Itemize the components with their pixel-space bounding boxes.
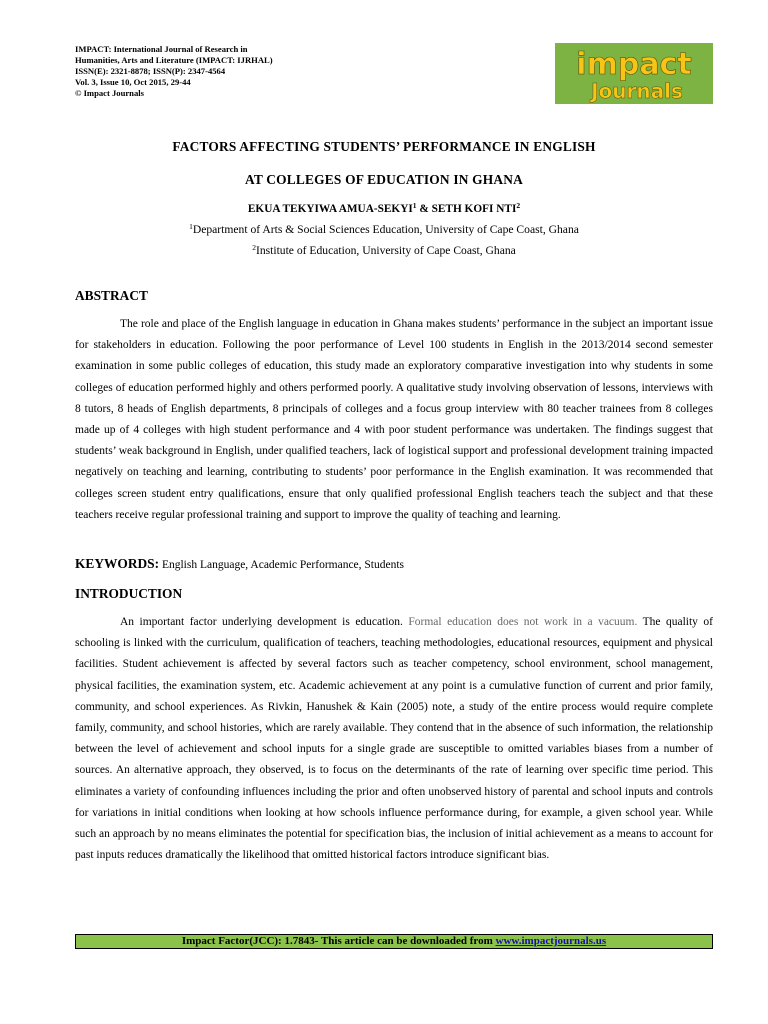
affiliation-2 — [0, 244, 768, 257]
logo-word-journals: Journals — [591, 79, 683, 103]
introduction-body — [75, 612, 713, 866]
footer-impact-factor-bar — [75, 934, 713, 949]
author-2-sup: 2 — [516, 201, 521, 210]
intro-text-rest: The quality of schooling is linked with the curriculum, qualification of teachers, teaching methodologies, educational resources, equipment and physical facilities. Student achievement is affected by several factors such as teacher competency, school environment, school management, physical facilities, the examination system, etc. Academic achievement at any point is a cumulative function of current and prior family, community, and school experiences. As Rivkin, Hanushek & Kain (2005) note, a study of the entire process would require complete family, community, and school histories, which are rarely available. They contend that in the absence of such information, the relationship between the level of achievement and school inputs for a single grade are susceptible to omitted variables biases from a number of sources. An alternative approach, they observed, is to focus on the determinants of the rate of learning over specific time period. This eliminates a variety of confounding influences including the prior and often unobserved history of parental and school inputs and controls for variations in initial conditions when looking at how schools influence performance during, for example, a given school year. While such an approach by no means eliminates the potential for specification bias, the inclusion of initial achievement as a means to account for past inputs reduces dramatically the likelihood that omitted historical factors introduce significant bias. — [75, 616, 713, 862]
paper-title-line2: AT COLLEGES OF EDUCATION IN GHANA — [244, 172, 524, 187]
journal-name-line1: IMPACT: International Journal of Research in — [75, 44, 248, 54]
affiliation-2-sup: 2 — [252, 243, 256, 252]
paper-title-line1: FACTORS AFFECTING STUDENTS’ PERFORMANCE IN ENGLISH — [172, 139, 596, 154]
author-2: & SETH KOFI NTI — [416, 203, 517, 215]
intro-text-start: An important factor underlying development is education. — [120, 616, 409, 628]
footer-website-link[interactable]: www.impactjournals.us — [495, 935, 607, 947]
author-1: EKUA TEKYIWA AMUA-SEKYI — [247, 203, 413, 215]
author-1-sup: 1 — [412, 201, 417, 210]
journal-issn: ISSN(E): 2321-8878; ISSN(P): 2347-4564 — [75, 66, 226, 76]
footer-text: Impact Factor(JCC): 1.7843- This article can be downloaded from — [181, 935, 496, 947]
journal-info — [75, 44, 375, 99]
keywords-text: English Language, Academic Performance, Students — [159, 559, 405, 571]
intro-text-gray: Formal education does not work in a vacuum. — [408, 616, 638, 628]
affiliation-1-sup: 1 — [189, 222, 193, 231]
abstract-body — [75, 314, 713, 526]
journal-copyright: © Impact Journals — [75, 88, 144, 98]
introduction-heading: INTRODUCTION — [75, 586, 183, 601]
authors — [0, 203, 768, 215]
logo-word-impact: impact — [576, 47, 692, 82]
impact-journals-logo — [555, 43, 713, 104]
abstract-text: The role and place of the English language in education in Ghana makes students’ performance in the subject an important issue for stakeholders in education. Following the poor performance of Level 100 students in English in the 2013/2014 second semester examination in some public colleges of education, this study made an exploratory comparative investigation into why students in some colleges of education performed highly and others performed poorly. A qualitative study involving observation of lessons, interviews with 8 tutors, 8 heads of English departments, 8 principals of colleges and a focus group interview with 80 teacher trainees from 8 colleges made up of 4 colleges with high student performance and 4 with poor student performance was undertaken. The findings suggest that students’ weak background in English, under qualified teachers, lack of logistical support and professional development training impacted negatively on teaching and learning, contributing to students’ poor performance in the English examination. It was recommended that colleges screen student entry qualifications, ensure that only qualified professional English teachers teach the subject and that these teachers receive regular professional training and support to improve the quality of teaching and learning. — [75, 318, 713, 521]
keywords-label: KEYWORDS: — [75, 556, 160, 571]
keywords — [75, 556, 404, 572]
journal-volume: Vol. 3, Issue 10, Oct 2015, 29-44 — [75, 77, 191, 87]
affiliation-2-text: Institute of Education, University of Cape Coast, Ghana — [255, 244, 516, 257]
affiliation-1-text: Department of Arts & Social Sciences Education, University of Cape Coast, Ghana — [192, 223, 579, 236]
affiliation-1 — [0, 223, 768, 236]
journal-name-line2: Humanities, Arts and Literature (IMPACT: IJRHAL) — [75, 55, 273, 65]
abstract-heading: ABSTRACT — [75, 288, 148, 303]
